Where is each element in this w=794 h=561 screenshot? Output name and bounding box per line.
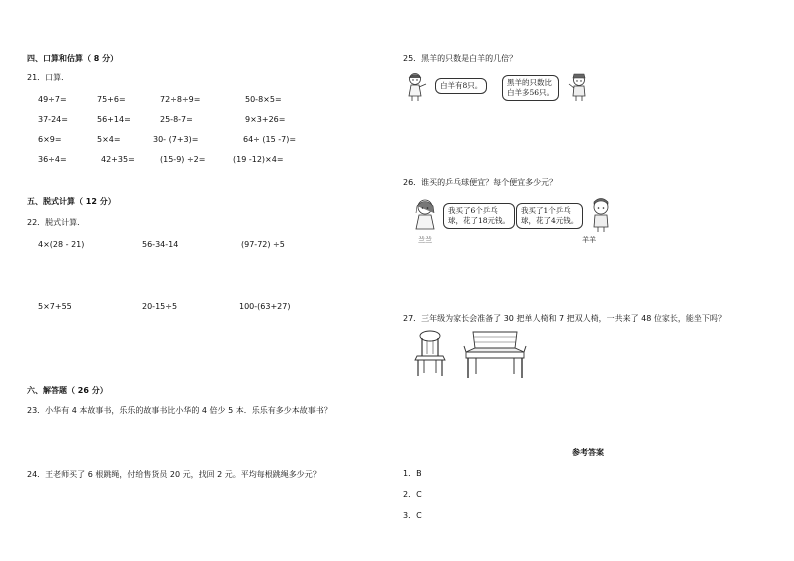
oral-item: 72÷8÷9= xyxy=(160,95,201,104)
single-chair-icon xyxy=(413,330,447,378)
name-label-lanlan: 兰兰 xyxy=(418,236,432,244)
name-label-yangyang: 羊羊 xyxy=(582,236,596,244)
oral-item: 75+6= xyxy=(97,95,126,104)
q22-label: 22．脱式计算． xyxy=(27,218,86,227)
oral-item: 9×3+26= xyxy=(245,115,286,124)
double-bench-icon xyxy=(463,330,527,380)
q26-speech-bubble-1 xyxy=(443,203,515,229)
calc-item: (97-72) ÷5 xyxy=(241,240,285,249)
oral-item: (15-9) ÷2= xyxy=(160,155,206,164)
answers-title: 参考答案 xyxy=(572,448,604,457)
calc-item: 4×(28 - 21) xyxy=(38,240,85,249)
q25-speech-bubble-2 xyxy=(502,75,559,101)
oral-item: 56+14= xyxy=(97,115,131,124)
answer-item: 3．C xyxy=(403,511,422,520)
oral-item: 49÷7= xyxy=(38,95,67,104)
oral-item: 64÷ (15 -7)= xyxy=(243,135,297,144)
calc-item: 56-34-14 xyxy=(142,240,179,249)
calc-item: 100-(63+27) xyxy=(239,302,291,311)
girl-figure-icon xyxy=(404,72,430,102)
bubble-text: 黑羊的只数比 xyxy=(507,78,552,87)
oral-item: 5×4= xyxy=(97,135,121,144)
q21-label: 21．口算． xyxy=(27,73,70,82)
section-5-title: 五、脱式计算（ 12 分） xyxy=(27,197,116,206)
oral-item: 50-8×5= xyxy=(245,95,282,104)
boy-figure-icon xyxy=(566,72,592,102)
section-6-title: 六、解答题（ 26 分） xyxy=(27,386,108,395)
boy-yangyang-figure-icon xyxy=(586,197,616,233)
bubble-text: 我买了1个乒乓 xyxy=(521,206,571,215)
oral-item: 37-24= xyxy=(38,115,68,124)
answer-item: 1．B xyxy=(403,469,422,478)
bubble-text: 球，花了4元钱。 xyxy=(521,216,579,225)
oral-item: 36÷4= xyxy=(38,155,67,164)
girl-lanlan-figure-icon xyxy=(410,197,440,233)
oral-item: 42+35= xyxy=(101,155,135,164)
bubble-text: 白羊多56只。 xyxy=(507,88,555,97)
bubble-text: 我买了6个乒乓 xyxy=(448,206,498,215)
q24-text: 24．王老师买了 6 根跳绳，付给售货员 20 元，找回 2 元。平均每根跳绳多少元？ xyxy=(27,470,321,479)
calc-item: 5×7+55 xyxy=(38,302,72,311)
oral-item: 25-8-7= xyxy=(160,115,193,124)
q25-text: 25．黑羊的只数是白羊的几倍？ xyxy=(403,54,518,63)
q27-text: 27．三年级为家长会准备了 30 把单人椅和 7 把双人椅，一共来了 48 位家长，能坐下吗？ xyxy=(403,314,726,323)
q26-speech-bubble-2 xyxy=(516,203,583,229)
oral-item: (19 -12)×4= xyxy=(233,155,284,164)
calc-item: 20-15÷5 xyxy=(142,302,178,311)
answer-item: 2．C xyxy=(403,490,422,499)
q25-speech-bubble-1 xyxy=(435,78,487,94)
bubble-text: 白羊有8只。 xyxy=(440,81,483,90)
bubble-text: 球，花了18元钱。 xyxy=(448,216,511,225)
q26-text: 26．谁买的乒乓球便宜？每个便宜多少元？ xyxy=(403,178,558,187)
section-4-title: 四、口算和估算（ 8 分） xyxy=(27,54,119,63)
oral-item: 6×9= xyxy=(38,135,62,144)
q23-text: 23．小华有 4 本故事书，乐乐的故事书比小华的 4 倍少 5 本．乐乐有多少本故事书？ xyxy=(27,406,332,415)
oral-item: 30- (7+3)= xyxy=(153,135,199,144)
